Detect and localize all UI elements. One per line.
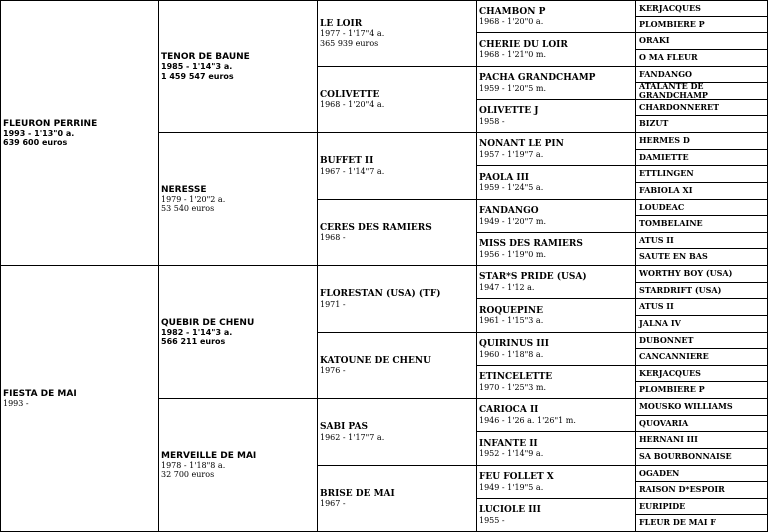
horse-entry — [479, 439, 543, 459]
gen5-cell — [636, 33, 768, 50]
horse-name-worthy-boy-usa: WORTHY BOY (USA) — [639, 268, 733, 279]
gen5-cell — [636, 100, 768, 116]
horse-entry — [639, 385, 705, 394]
gen1-cell — [0, 0, 159, 266]
gen5-cell — [636, 283, 768, 299]
gen5-cell — [636, 233, 768, 249]
gen4-cell — [477, 266, 636, 299]
gen4-cell — [477, 432, 636, 466]
horse-entry — [639, 435, 698, 444]
horse-name-sabi-pas: SABI PAS — [320, 422, 369, 433]
gen4-cell — [477, 67, 636, 100]
horse-year-record: 1968 - 1'21"0 m. — [479, 50, 547, 60]
horse-entry — [320, 422, 384, 442]
horse-year-record: 1970 - 1'25"3 m. — [479, 382, 547, 392]
horse-entry — [479, 173, 543, 193]
horse-name-cancanniere: CANCANNIERE — [639, 351, 709, 362]
horse-name-le-loir: LE LOIR — [320, 19, 363, 30]
horse-name-quovaria: QUOVARIA — [639, 417, 689, 428]
horse-earnings: 1 459 547 euros — [161, 71, 234, 81]
horse-entry — [639, 269, 732, 278]
horse-entry — [479, 239, 583, 259]
gen4-cell — [477, 366, 636, 399]
horse-entry — [479, 40, 568, 60]
horse-entry — [639, 203, 684, 212]
horse-name-florestan-usa-tf: FLORESTAN (USA) (TF) — [320, 289, 441, 300]
horse-name-nonant-le-pin: NONANT LE PIN — [479, 139, 564, 150]
horse-entry — [639, 103, 719, 112]
horse-name-ettlingen: ETTLINGEN — [639, 168, 694, 179]
gen5-cell — [636, 432, 768, 449]
gen5-cell — [636, 299, 768, 316]
horse-year-record: 1957 - 1'19"7 a. — [479, 149, 544, 159]
gen4-cell — [477, 33, 636, 67]
horse-entry — [161, 318, 254, 347]
horse-name-etincelette: ETINCELETTE — [479, 372, 553, 383]
horse-year-record: 1993 - — [3, 399, 29, 409]
horse-name-quebir-de-chenu: QUEBIR DE CHENU — [161, 317, 255, 328]
horse-name-mousko-williams: MOUSKO WILLIAMS — [639, 401, 733, 412]
horse-entry — [639, 286, 721, 295]
horse-entry — [161, 451, 256, 480]
horse-earnings: 566 211 euros — [161, 337, 226, 347]
horse-entry — [639, 20, 705, 29]
horse-year-record: 1949 - 1'20"7 m. — [479, 216, 547, 226]
horse-entry — [639, 469, 679, 478]
horse-entry — [639, 419, 688, 428]
horse-entry — [161, 52, 250, 81]
gen5-cell — [636, 316, 768, 333]
horse-entry — [479, 7, 545, 27]
gen5-cell — [636, 200, 768, 216]
horse-entry — [639, 485, 725, 494]
horse-name-atus-ii: ATUS II — [639, 301, 674, 312]
horse-name-chardonneret: CHARDONNERET — [639, 101, 720, 112]
horse-entry — [479, 505, 541, 525]
gen3-cell — [318, 399, 477, 466]
gen5-cell — [636, 249, 768, 266]
horse-name-sa-bourbonnaise: SA BOURBONNAISE — [639, 451, 732, 462]
horse-name-fandango: FANDANGO — [639, 68, 692, 79]
gen1-cell — [0, 266, 159, 532]
horse-name-atalante-de-grandchamp: ATALANTE DE GRANDCHAMP — [639, 80, 708, 100]
horse-name-merveille-de-mai: MERVEILLE DE MAI — [161, 450, 257, 461]
horse-year-record: 1952 - 1'14"9 a. — [479, 449, 544, 459]
horse-entry — [639, 70, 692, 79]
horse-name-plombiere-p: PLOMBIERE P — [639, 384, 705, 395]
horse-year-record: 1956 - 1'19"0 m. — [479, 249, 547, 259]
horse-name-stardrift-usa: STARDRIFT (USA) — [639, 284, 722, 295]
horse-name-infante-ii: INFANTE II — [479, 438, 538, 449]
horse-entry — [161, 185, 225, 214]
horse-name-kerjacques: KERJACQUES — [639, 367, 701, 378]
gen5-cell — [636, 449, 768, 466]
horse-earnings: 639 600 euros — [3, 138, 68, 148]
gen5-cell — [636, 466, 768, 482]
gen5-cell — [636, 499, 768, 515]
horse-entry — [479, 106, 539, 126]
horse-name-quirinus-iii: QUIRINUS III — [479, 339, 549, 350]
horse-year-record: 1949 - 1'19"5 a. — [479, 482, 544, 492]
horse-name-plombiere-p: PLOMBIERE P — [639, 18, 705, 29]
gen2-cell — [159, 133, 318, 266]
gen5-cell — [636, 366, 768, 382]
gen5-cell — [636, 333, 768, 349]
horse-entry — [639, 36, 670, 45]
horse-year-record: 1971 - — [320, 299, 346, 309]
horse-name-atus-ii: ATUS II — [639, 234, 674, 245]
horse-entry — [639, 302, 674, 311]
horse-entry — [479, 73, 595, 93]
horse-earnings: 365 939 euros — [320, 38, 379, 48]
horse-entry — [639, 319, 681, 328]
horse-name-saute-en-bas: SAUTE EN BAS — [639, 251, 708, 262]
gen4-cell — [477, 299, 636, 333]
horse-year-record: 1967 - — [320, 499, 346, 509]
horse-entry — [639, 153, 689, 162]
gen3-cell — [318, 466, 477, 532]
gen4-cell — [477, 466, 636, 499]
horse-year-record: 1946 - 1'26 a. 1'26"1 m. — [479, 415, 576, 425]
horse-name-olivette-j: OLIVETTE J — [479, 106, 539, 117]
horse-year-record: 1958 - — [479, 116, 505, 126]
gen3-cell — [318, 200, 477, 266]
horse-year-record: 1959 - 1'20"5 m. — [479, 83, 547, 93]
horse-entry — [479, 339, 549, 359]
gen5-cell — [636, 382, 768, 399]
horse-name-cherie-du-loir: CHERIE DU LOIR — [479, 39, 568, 50]
horse-entry — [479, 472, 554, 492]
horse-entry — [320, 489, 395, 509]
gen4-cell — [477, 0, 636, 33]
horse-entry — [639, 252, 708, 261]
gen5-cell — [636, 266, 768, 283]
horse-name-paola-iii: PAOLA III — [479, 172, 530, 183]
gen4-cell — [477, 233, 636, 266]
horse-entry — [639, 4, 701, 13]
horse-name-kerjacques: KERJACQUES — [639, 2, 701, 13]
gen5-cell — [636, 0, 768, 17]
gen4-cell — [477, 333, 636, 366]
horse-year-record: 1947 - 1'12 a. — [479, 282, 535, 292]
horse-name-chambon-p: CHAMBON P — [479, 6, 546, 17]
horse-year-record: 1959 - 1'24"5 a. — [479, 183, 544, 193]
horse-name-buffet-ii: BUFFET II — [320, 156, 374, 167]
horse-year-record: 1961 - 1'15"3 a. — [479, 316, 544, 326]
horse-name-hernani-iii: HERNANI III — [639, 434, 698, 445]
horse-year-record: 1968 - 1'20"0 a. — [479, 17, 544, 27]
gen5-cell — [636, 416, 768, 432]
horse-name-hermes-d: HERMES D — [639, 135, 690, 146]
horse-entry — [639, 236, 674, 245]
gen3-cell — [318, 0, 477, 67]
horse-name-fiesta-de-mai: FIESTA DE MAI — [3, 388, 77, 399]
horse-name-carioca-ii: CARIOCA II — [479, 405, 539, 416]
gen3-cell — [318, 133, 477, 200]
horse-entry — [479, 306, 543, 326]
horse-name-ogaden: OGADEN — [639, 467, 680, 478]
horse-entry — [639, 219, 703, 228]
gen5-cell — [636, 166, 768, 183]
horse-name-colivette: COLIVETTE — [320, 89, 380, 100]
gen5-cell — [636, 133, 768, 150]
horse-name-luciole-iii: LUCIOLE III — [479, 505, 541, 516]
horse-entry — [639, 169, 694, 178]
horse-year-record: 1967 - 1'14"7 a. — [320, 166, 385, 176]
horse-earnings: 53 540 euros — [161, 204, 215, 214]
horse-earnings: 32 700 euros — [161, 470, 215, 480]
horse-year-record: 1960 - 1'18"8 a. — [479, 349, 544, 359]
horse-name-neresse: NERESSE — [161, 184, 207, 195]
horse-entry — [320, 156, 384, 176]
gen4-cell — [477, 499, 636, 532]
horse-year-record: 1993 - 1'13"0 a. — [3, 128, 75, 138]
gen3-cell — [318, 333, 477, 399]
gen4-cell — [477, 100, 636, 133]
horse-name-pacha-grandchamp: PACHA GRANDCHAMP — [479, 73, 596, 84]
gen4-cell — [477, 200, 636, 233]
horse-entry — [639, 518, 716, 527]
gen5-cell — [636, 50, 768, 67]
horse-year-record: 1979 - 1'20"2 a. — [161, 194, 226, 204]
gen5-cell — [636, 482, 768, 499]
gen4-cell — [477, 133, 636, 166]
horse-name-miss-des-ramiers: MISS DES RAMIERS — [479, 239, 583, 250]
horse-name-katoune-de-chenu: KATOUNE DE CHENU — [320, 355, 431, 366]
gen5-cell — [636, 183, 768, 200]
horse-name-loudeac: LOUDEAC — [639, 201, 685, 212]
horse-name-jalna-iv: JALNA IV — [639, 318, 681, 329]
horse-name-dubonnet: DUBONNET — [639, 334, 694, 345]
horse-year-record: 1976 - — [320, 366, 346, 376]
horse-name-tenor-de-baune: TENOR DE BAUNE — [161, 52, 250, 63]
horse-year-record: 1985 - 1'14"3 a. — [161, 62, 233, 72]
horse-entry — [639, 352, 709, 361]
horse-year-record: 1982 - 1'14"3 a. — [161, 327, 233, 337]
horse-name-ceres-des-ramiers: CERES DES RAMIERS — [320, 222, 432, 233]
horse-name-oraki: ORAKI — [639, 35, 670, 46]
horse-year-record: 1968 - 1'20"4 a. — [320, 100, 385, 110]
horse-year-record: 1962 - 1'17"7 a. — [320, 432, 385, 442]
gen4-cell — [477, 166, 636, 200]
gen5-cell — [636, 116, 768, 133]
horse-entry — [639, 452, 732, 461]
gen2-cell — [159, 0, 318, 133]
horse-entry — [639, 402, 733, 411]
horse-entry — [639, 53, 698, 62]
horse-entry — [320, 90, 384, 110]
horse-year-record: 1968 - — [320, 233, 346, 243]
horse-entry — [479, 405, 576, 425]
horse-name-damiette: DAMIETTE — [639, 151, 689, 162]
gen3-cell — [318, 266, 477, 333]
gen5-cell — [636, 349, 768, 366]
horse-entry — [639, 82, 765, 100]
horse-entry — [479, 139, 564, 159]
gen5-cell — [636, 150, 768, 166]
horse-entry — [639, 369, 701, 378]
horse-name-raison-d-espoir: RAISON D*ESPOIR — [639, 484, 725, 495]
horse-entry — [639, 502, 685, 511]
horse-entry — [320, 289, 441, 309]
gen2-cell — [159, 266, 318, 399]
horse-entry — [639, 119, 668, 128]
horse-entry — [639, 336, 693, 345]
gen2-cell — [159, 399, 318, 532]
gen5-cell — [636, 17, 768, 33]
horse-entry — [320, 19, 384, 48]
horse-entry — [639, 136, 690, 145]
gen5-cell — [636, 80, 768, 100]
horse-name-fleur-de-mai-f: FLEUR DE MAI F — [639, 517, 716, 528]
horse-entry — [479, 272, 587, 292]
horse-entry — [3, 389, 77, 409]
horse-name-feu-follet-x: FEU FOLLET X — [479, 472, 554, 483]
horse-name-o-ma-fleur: O MA FLEUR — [639, 52, 698, 63]
horse-name-euripide: EURIPIDE — [639, 500, 686, 511]
gen4-cell — [477, 399, 636, 432]
gen5-cell — [636, 399, 768, 416]
horse-name-roquepine: ROQUEPINE — [479, 305, 543, 316]
horse-name-fabiola-xi: FABIOLA XI — [639, 185, 693, 196]
horse-name-bizut: BIZUT — [639, 118, 669, 129]
horse-entry — [639, 186, 692, 195]
horse-entry — [320, 223, 432, 243]
gen3-cell — [318, 67, 477, 133]
horse-name-fandango: FANDANGO — [479, 206, 539, 217]
horse-name-fleuron-perrine: FLEURON PERRINE — [3, 118, 98, 129]
horse-name-star-s-pride-usa: STAR*S PRIDE (USA) — [479, 272, 587, 283]
horse-year-record: 1978 - 1'18"8 a. — [161, 460, 226, 470]
horse-name-tombelaine: TOMBELAINE — [639, 218, 703, 229]
horse-entry — [3, 119, 97, 148]
horse-entry — [479, 372, 552, 392]
gen5-cell — [636, 216, 768, 233]
horse-year-record: 1977 - 1'17"4 a. — [320, 29, 385, 39]
horse-entry — [320, 356, 431, 376]
horse-name-brise-de-mai: BRISE DE MAI — [320, 488, 395, 499]
horse-year-record: 1955 - — [479, 515, 505, 525]
horse-entry — [479, 206, 546, 226]
gen5-cell — [636, 515, 768, 532]
